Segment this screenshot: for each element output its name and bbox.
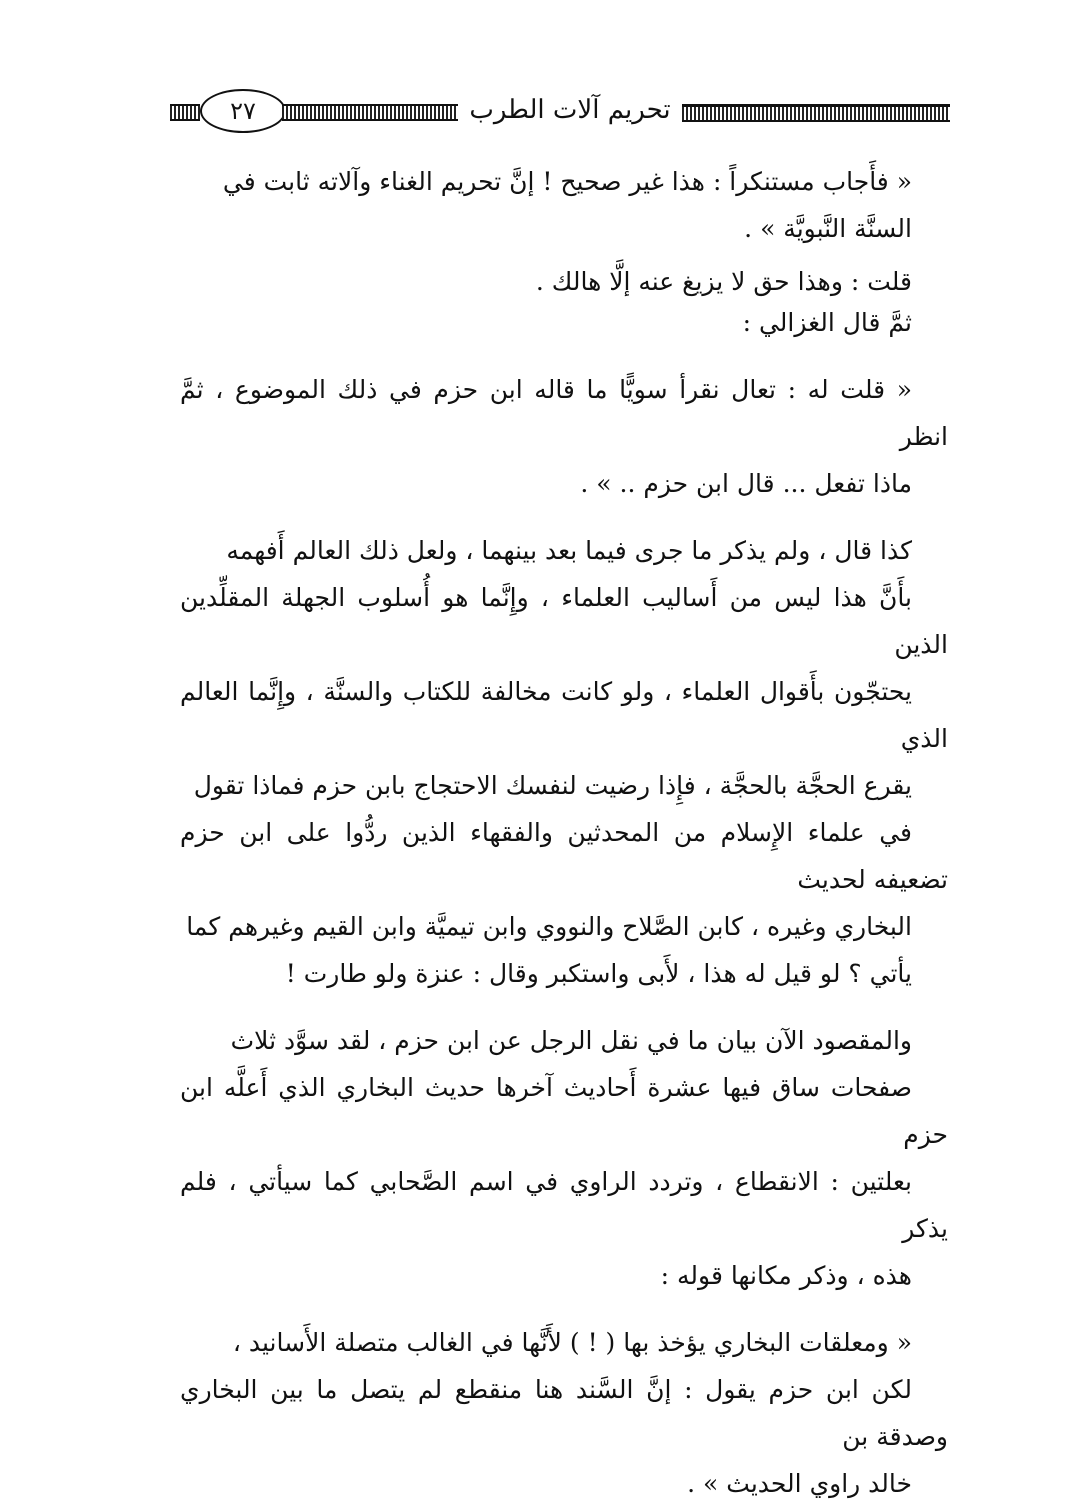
text-line: البخاري وغيره ، كابن الصَّلاح والنووي وابن تيميَّة وابن القيم وغيرهم كما bbox=[186, 912, 912, 941]
text-line: ثمَّ قال الغزالي : bbox=[742, 308, 912, 337]
paragraph-6 bbox=[180, 1017, 948, 1299]
paragraph-2 bbox=[180, 258, 948, 305]
text-line: السنَّة النَّبويَّة » . bbox=[744, 214, 912, 243]
text-line: بأَنَّ هذا ليس من أَساليب العلماء ، وإِنَّما هو أُسلوب الجهلة المقلِّدين الذين bbox=[180, 583, 948, 659]
text-line: يأتي ؟ لو قيل له هذا ، لأَبى واستكبر وقال : عنزة ولو طارت ! bbox=[285, 959, 912, 988]
text-line: « قلت له : تعال نقرأ سويًّا ما قاله ابن حزم في ذلك الموضوع ، ثمَّ انظر bbox=[180, 375, 948, 451]
text-line: ماذا تفعل ... قال ابن حزم .. » . bbox=[580, 469, 912, 498]
header-rule-right bbox=[682, 104, 950, 122]
text-line: كذا قال ، ولم يذكر ما جرى فيما بعد بينهما ، ولعل ذلك العالم أَفهمه bbox=[226, 536, 912, 565]
paragraph-5 bbox=[180, 527, 948, 997]
text-line: والمقصود الآن بيان ما في نقل الرجل عن ابن حزم ، لقد سوَّد ثلاث bbox=[230, 1026, 912, 1055]
text-line: في علماء الإِسلام من المحدثين والفقهاء الذين ردُّوا على ابن حزم تضعيفه لحديث bbox=[180, 818, 948, 894]
page-header bbox=[170, 86, 950, 136]
text-line: يحتجّون بأَقوال العلماء ، ولو كانت مخالفة للكتاب والسنَّة ، وإِنَّما العالم الذي bbox=[180, 677, 948, 753]
text-line: هذه ، وذكر مكانها قوله : bbox=[660, 1261, 912, 1290]
text-line: لكن ابن حزم يقول : إنَّ السَّند هنا منقطع لم يتصل ما بين البخاري وصدقة بن bbox=[180, 1375, 948, 1451]
body-text bbox=[180, 158, 948, 1507]
text-line: بعلتين : الانقطاع ، وتردد الراوي في اسم الصَّحابي كما سيأتي ، فلم يذكر bbox=[180, 1167, 948, 1243]
text-line: خالد راوي الحديث » . bbox=[687, 1469, 912, 1498]
text-line: « فأَجاب مستنكراً : هذا غير صحيح ! إنَّ تحريم الغناء وآلاته ثابت في bbox=[222, 167, 912, 196]
header-rule-middle bbox=[282, 104, 458, 121]
header-rule-left bbox=[170, 104, 200, 121]
paragraph-3 bbox=[180, 299, 948, 346]
text-line: يقرع الحجَّة بالحجَّة ، فإِذا رضيت لنفسك الاحتجاج بابن حزم فماذا تقول bbox=[193, 771, 912, 800]
paragraph-quote-3 bbox=[180, 1319, 948, 1507]
text-line: قلت : وهذا حق لا يزيغ عنه إلَّا هالك . bbox=[535, 267, 912, 296]
page-number: ٢٧ bbox=[200, 89, 286, 133]
paragraph-quote-2 bbox=[180, 366, 948, 507]
text-line: صفحات ساق فيها عشرة أَحاديث آخرها حديث البخاري الذي أَعلَّه ابن حزم bbox=[180, 1073, 948, 1149]
paragraph-quote-1 bbox=[180, 158, 948, 252]
text-line: « ومعلقات البخاري يؤخذ بها ( ! ) لأَنَّها في الغالب متصلة الأَسانيد ، bbox=[232, 1328, 912, 1357]
header-title: تحريم آلات الطرب bbox=[469, 95, 671, 125]
